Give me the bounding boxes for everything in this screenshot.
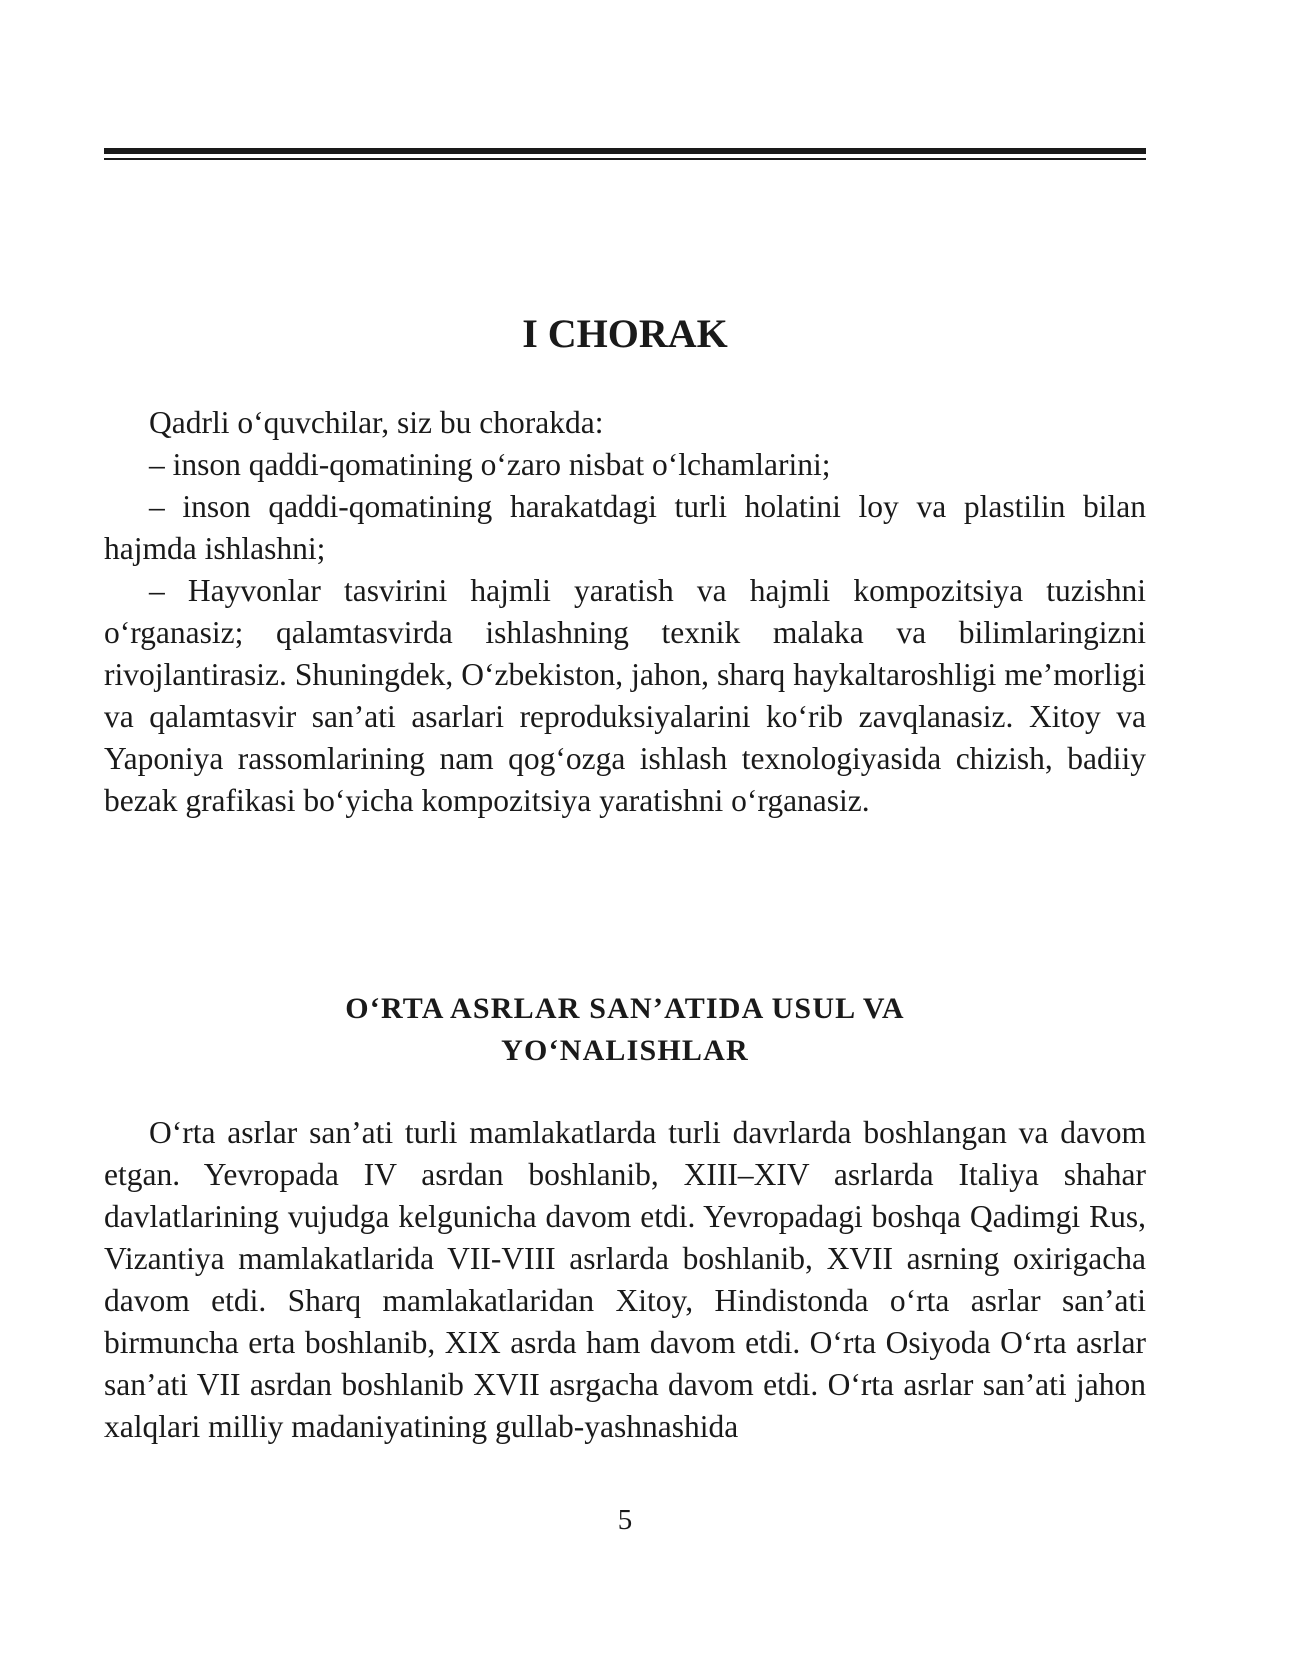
- intro-item-1: – inson qaddi-qomatining o‘zaro nisbat o‘lchamlarini;: [149, 447, 831, 482]
- intro-item-3: – Hayvonlar tasvirini hajmli yaratish va hajmli kompozitsiya tuzishni o‘rganasiz; qalamtasvirda ishlashning texnik malaka va bilimlaringizni rivojlantirasiz. Shuningdek, O‘zbekiston, jahon, sharq haykaltaroshligi me’morligi va qalamtasvir san’ati asarlari reproduksiyalarini ko‘rib zavqlanasiz. Xitoy va Yaponiya rassomlarining nam qog‘ozga ishlash texnologiyasida chizish, badiiy bezak grafikasi bo‘yicha kompozitsiya yaratishni o‘rganasiz.: [104, 573, 1146, 818]
- section-title-line-1: O‘RTA ASRLAR SAN’ATIDA USUL VA: [345, 992, 905, 1025]
- intro-item-2: – inson qaddi-qomatining harakatdagi turli holatini loy va plastilin bilan hajmda ishlashni;: [104, 489, 1146, 566]
- section-title-line-2: YO‘NALISHLAR: [501, 1034, 749, 1067]
- section-paragraph: O‘rta asrlar san’ati turli mamlakatlarda turli davrlarda boshlangan va davom etgan. Yevropada IV asrdan boshlanib, XIII–XIV asrlarda Italiya shahar davlatlarining vujudga kelgunicha davom etdi. Yevropadagi boshqa Qadimgi Rus, Vizantiya mamlakatlarida VII-VIII asrlarda boshlanib, XVII asrning oxirigacha davom etdi. Sharq mamlakatlaridan Xitoy, Hindistonda o‘rta asrlar san’ati birmuncha erta boshlanib, XIX asrda ham davom etdi. O‘rta Osiyoda O‘rta asrlar san’ati VII asrdan boshlanib XVII asrgacha davom etdi. O‘rta asrlar san’ati jahon xalqlari milliy madaniyatining gullab-yashnashida: [104, 1115, 1146, 1444]
- header-rule-thick: [104, 148, 1146, 154]
- chapter-title: I CHORAK: [522, 311, 728, 356]
- intro-block: [104, 402, 1146, 822]
- intro-greeting: Qadrli o‘quvchilar, siz bu chorakda:: [149, 405, 604, 440]
- section-title: [104, 988, 1146, 1072]
- page-number: 5: [617, 1504, 633, 1536]
- book-page: [104, 0, 1146, 1672]
- header-rule-thin: [104, 158, 1146, 160]
- section-body: [104, 1112, 1146, 1448]
